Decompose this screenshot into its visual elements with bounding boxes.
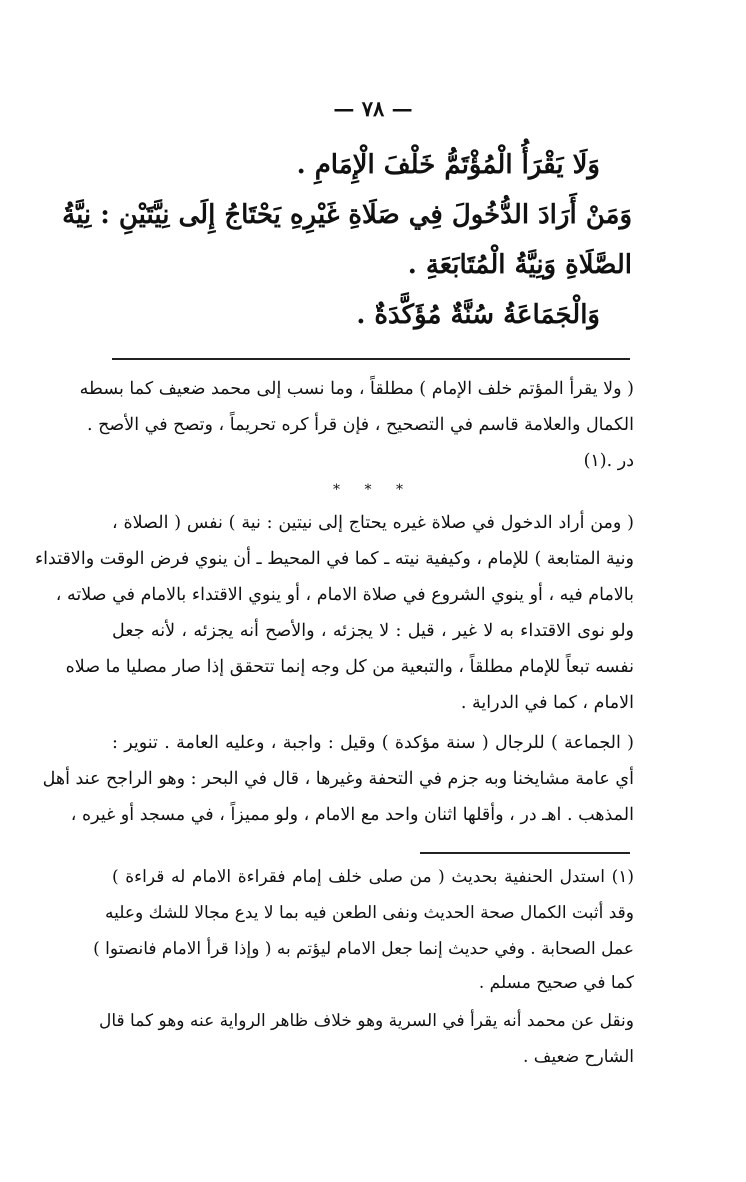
commentary-line: ولو نوى الاقتداء به لا غير ، قيل : لا يجزئه ، والأصح أنه يجزئه ، لأنه جعل: [112, 621, 634, 641]
commentary-line: نفسه تبعاً للإمام مطلقاً ، والتبعية من كل وجه إنما تتحقق إذا صار مصليا ما صلاه: [65, 657, 634, 677]
footnote-line: وقد أثبت الكمال صحة الحديث ونفى الطعن فيه بما لا يدع مجالا للشك وعليه: [105, 903, 634, 923]
commentary-line: ( ومن أراد الدخول في صلاة غيره يحتاج إلى نيتين : نية ) نفس ( الصلاة ،: [112, 513, 634, 533]
footnote-line: ونقل عن محمد أنه يقرأ في السرية وهو خلاف ظاهر الرواية عنه وهو كما قال: [98, 1011, 634, 1031]
page-number: — ٧٨ —: [333, 96, 413, 121]
footnote-line: الشارح ضعيف .: [522, 1047, 634, 1067]
commentary-line: ونية المتابعة ) للإمام ، وكيفية نيته ـ كما في المحيط ـ أن ينوي فرض الوقت والاقتداء: [34, 549, 634, 569]
commentary-line: الكمال والعلامة قاسم في التصحيح ، فإن قرأ كره تحريماً ، وتصح في الأصح .: [86, 415, 634, 435]
matn-line: الصَّلَاةِ وَنِيَّةُ الْمُتَابَعَةِ .: [407, 250, 632, 280]
footnote-line: عمل الصحابة . وفي حديث إنما جعل الامام ليؤتم به ( وإذا قرأ الامام فانصتوا ): [93, 939, 634, 959]
section-separator: * * *: [333, 482, 413, 498]
commentary-line: المذهب . اهـ در ، وأقلها اثنان واحد مع الامام ، ولو مميزاً ، في مسجد أو غيره ،: [70, 805, 634, 825]
matn-line: وَالْجَمَاعَةُ سُنَّةٌ مُؤَكَّدَةٌ .: [356, 300, 600, 330]
matn-divider: [112, 358, 630, 360]
footnote-divider: [420, 852, 630, 854]
commentary-line: الامام ، كما في الدراية .: [460, 693, 634, 713]
footnote-line: كما في صحيح مسلم .: [478, 973, 634, 993]
footnote-line: (١) استدل الحنفية بحديث ( من صلى خلف إمام فقراءة الامام له قراءة ): [112, 867, 634, 887]
matn-line: وَلَا يَقْرَأُ الْمُؤْتَمُّ خَلْفَ الْإِمَامِ .: [296, 150, 600, 180]
commentary-line: ( الجماعة ) للرجال ( سنة مؤكدة ) وقيل : واجبة ، وعليه العامة . تنوير :: [112, 733, 634, 753]
commentary-line: بالامام فيه ، أو ينوي الشروع في صلاة الامام ، أو ينوي الاقتداء بالامام في صلاته ،: [55, 585, 634, 605]
commentary-line: ( ولا يقرأ المؤتم خلف الإمام ) مطلقاً ، وما نسب إلى محمد ضعيف كما بسطه: [79, 379, 634, 399]
matn-line: وَمَنْ أَرَادَ الدُّخُولَ فِي صَلَاةِ غَيْرِهِ يَحْتَاجُ إِلَى نِيَّتَيْنِ : نِيَّةُ: [62, 200, 632, 230]
commentary-line: أي عامة مشايخنا وبه جزم في التحفة وغيرها ، قال في البحر : وهو الراجح عند أهل: [42, 769, 634, 789]
commentary-line: در .(١): [583, 451, 634, 471]
